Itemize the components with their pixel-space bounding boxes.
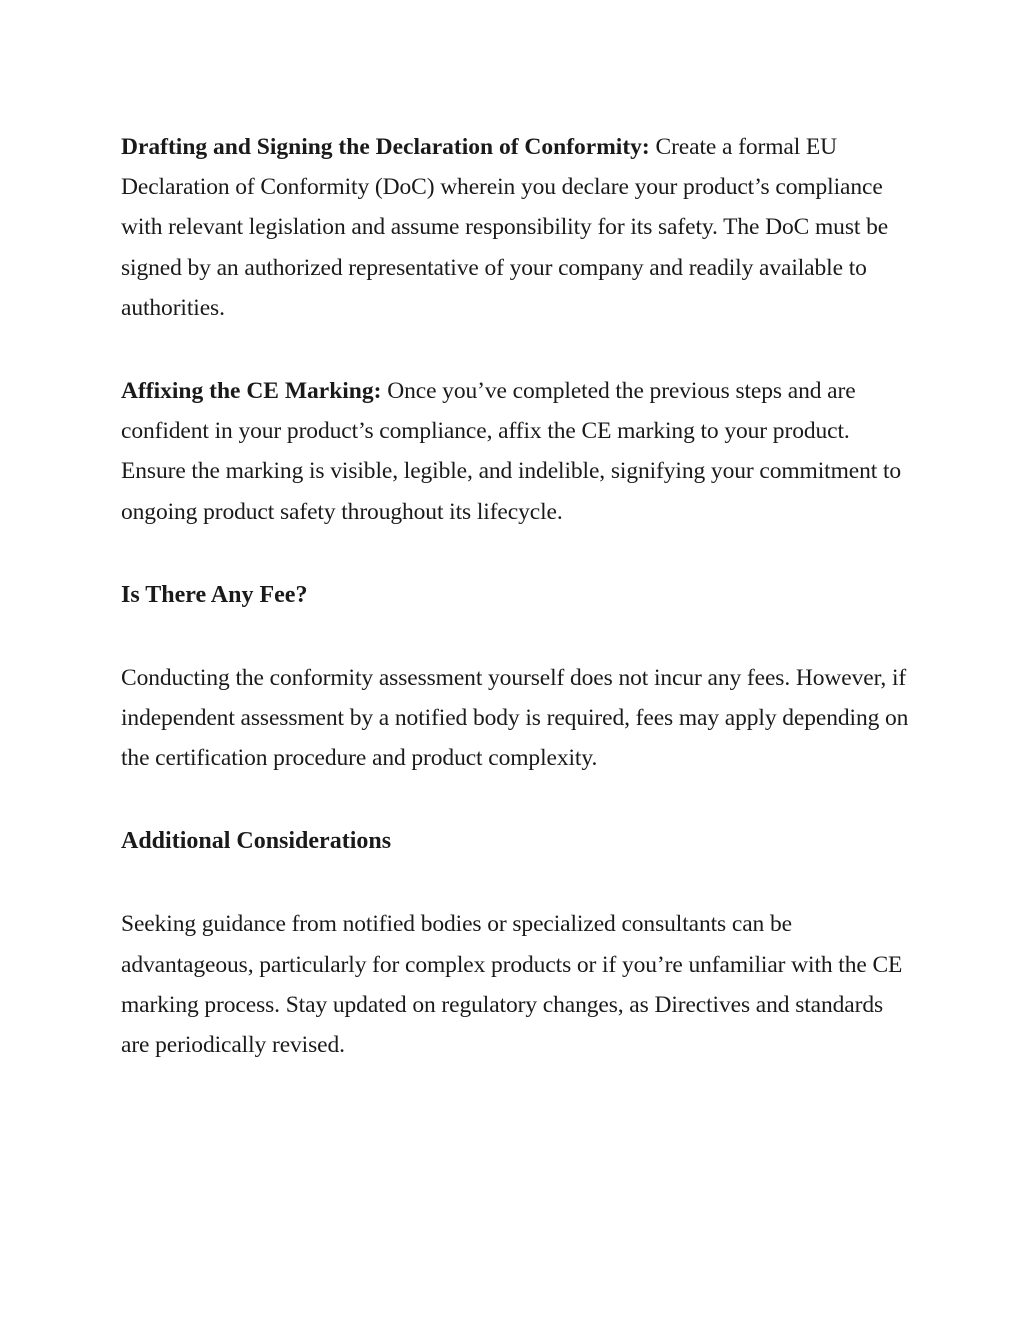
affixing-body: Once you’ve completed the previous steps and are confident in your product’s compliance, affix the CE marking to your product. Ensure the marking is visible, legible, and indelible, signifying your commitment to ongoing product safety throughout its lifecycle. [121,378,902,525]
additional-paragraph: Seeking guidance from notified bodies or specialized consultants can be advantageous, particularly for complex products or if you’re unfamiliar with the CE marking process. Stay updated on regulatory changes, as Directives and standards are periodically revised. [121,911,903,1059]
drafting-paragraph [121,127,911,328]
affixing-lead: Affixing the CE Marking: [121,378,382,405]
drafting-lead: Drafting and Signing the Declaration of Conformity: [121,134,650,160]
drafting-body: Create a formal EU Declaration of Conformity (DoC) wherein you declare your product’s compliance with relevant legislation and assume responsibility for its safety. The DoC must be signed by an authorized representative of your company and readily available to authorities. [121,134,889,321]
affixing-paragraph [121,371,911,532]
fee-paragraph: Conducting the conformity assessment yourself does not incur any fees. However, if independent assessment by a notified body is required, fees may apply depending on the certification procedure and product complexity. [121,664,909,772]
document-page [121,127,911,1065]
additional-heading: Additional Considerations [121,828,392,855]
fee-heading: Is There Any Fee? [121,581,308,608]
